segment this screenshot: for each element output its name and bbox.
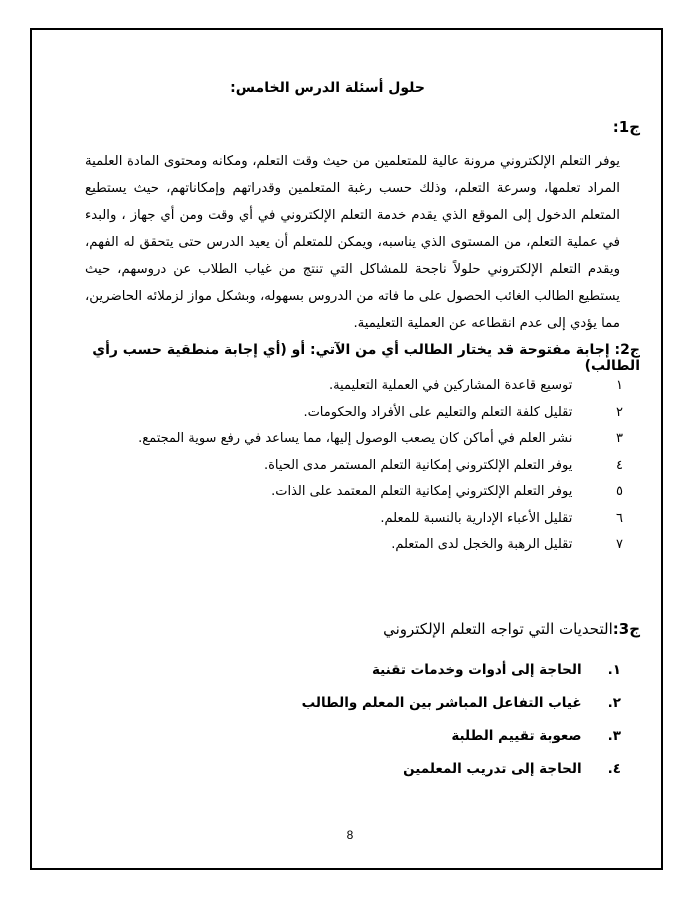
list-item-text: غياب التفاعل المباشر بين المعلم والطالب	[301, 695, 582, 711]
answer-3-heading-text: التحديات التي تواجه التعلم الإلكتروني	[383, 620, 613, 638]
list-item-text: تقليل الرهبة والخجل لدى المتعلم.	[391, 537, 573, 552]
list-item-number: ٦	[616, 510, 623, 526]
answer-3-list	[100, 660, 621, 792]
page-number: 8	[346, 828, 354, 842]
list-item	[100, 693, 621, 726]
list-item	[100, 429, 623, 456]
list-item-number: ٤	[616, 457, 623, 473]
list-item-text: تقليل الأعباء الإدارية بالنسبة للمعلم.	[380, 510, 573, 526]
list-item-text: تقليل كلفة التعلم والتعليم على الأفراد والحكومات.	[303, 404, 573, 420]
list-item-number: ١.	[607, 662, 621, 678]
list-item-text: توسيع قاعدة المشاركين في العملية التعليمية.	[328, 378, 573, 393]
list-item-number: ٣	[616, 431, 623, 446]
list-item-text: يوفر التعلم الإلكتروني إمكانية التعلم المعتمد على الذات.	[271, 484, 573, 499]
list-item-text: يوفر التعلم الإلكتروني إمكانية التعلم المستمر مدى الحياة.	[263, 457, 573, 473]
list-item	[100, 482, 623, 509]
list-item	[100, 456, 623, 483]
answer-2-heading: ج2: إجابة مفتوحة قد يختار الطالب أي من الآتي: أو (أي إجابة منطقية حسب رأي الطالب)	[92, 342, 640, 374]
list-item-text: الحاجة إلى تدريب المعلمين	[403, 761, 582, 777]
page-title: حلول أسئلة الدرس الخامس:	[230, 80, 425, 96]
list-item-text: نشر العلم في أماكن كان يصعب الوصول إليها، مما يساعد في رفع سوية المجتمع.	[138, 431, 573, 446]
answer-3-heading-prefix: ج3:	[612, 620, 640, 638]
list-item	[100, 403, 623, 430]
list-item-number: ٤.	[607, 761, 621, 777]
list-item-number: ٢	[616, 404, 623, 420]
list-item	[100, 509, 623, 536]
list-item-number: ٢.	[607, 695, 621, 711]
list-item	[100, 726, 621, 759]
answer-2-list	[100, 376, 623, 562]
list-item-number: ٧	[616, 537, 623, 552]
list-item-number: ١	[616, 378, 623, 393]
list-item-number: ٣.	[607, 728, 621, 744]
answer-3-heading	[60, 620, 640, 638]
answer-1-paragraph: يوفر التعلم الإلكتروني مرونة عالية للمتعلمين من حيث وقت التعلم، ومكانه ومحتوى المادة العلمية المراد تعلمها، وسرعة التعلم، وذلك حسب رغبة المتعلمين وقدراتهم وإمكاناتهم، حيث يستطيع المتعلم الدخول إلى الموقع الذي يقدم خدمة التعلم الإلكتروني في أي وقت ومن أي جهاز ، والبدء في عملية التعلم، من المستوى الذي يناسبه، ويمكن للمتعلم أن يعيد الدرس حتى يتحقق له الفهم، ويقدم التعلم الإلكتروني حلولاً ناجحة للمشاكل التي تنتج من غياب الطلاب عن دروسهم، حيث يستطيع الطالب الغائب الحصول على ما فاته من الدروس بسهوله، وبشكل مواز لزملائه الحاضرين، مما يؤدي إلى عدم انقطاعه عن العملية التعليمية.	[85, 154, 620, 331]
list-item	[100, 535, 623, 562]
list-item	[100, 660, 621, 693]
answer-1-heading: ج1:	[612, 118, 640, 136]
list-item	[100, 759, 621, 792]
list-item-text: صعوبة تقييم الطلبة	[451, 728, 582, 744]
list-item-number: ٥	[616, 484, 623, 499]
list-item-text: الحاجة إلى أدوات وخدمات تقنية	[371, 662, 582, 678]
list-item	[100, 376, 623, 403]
